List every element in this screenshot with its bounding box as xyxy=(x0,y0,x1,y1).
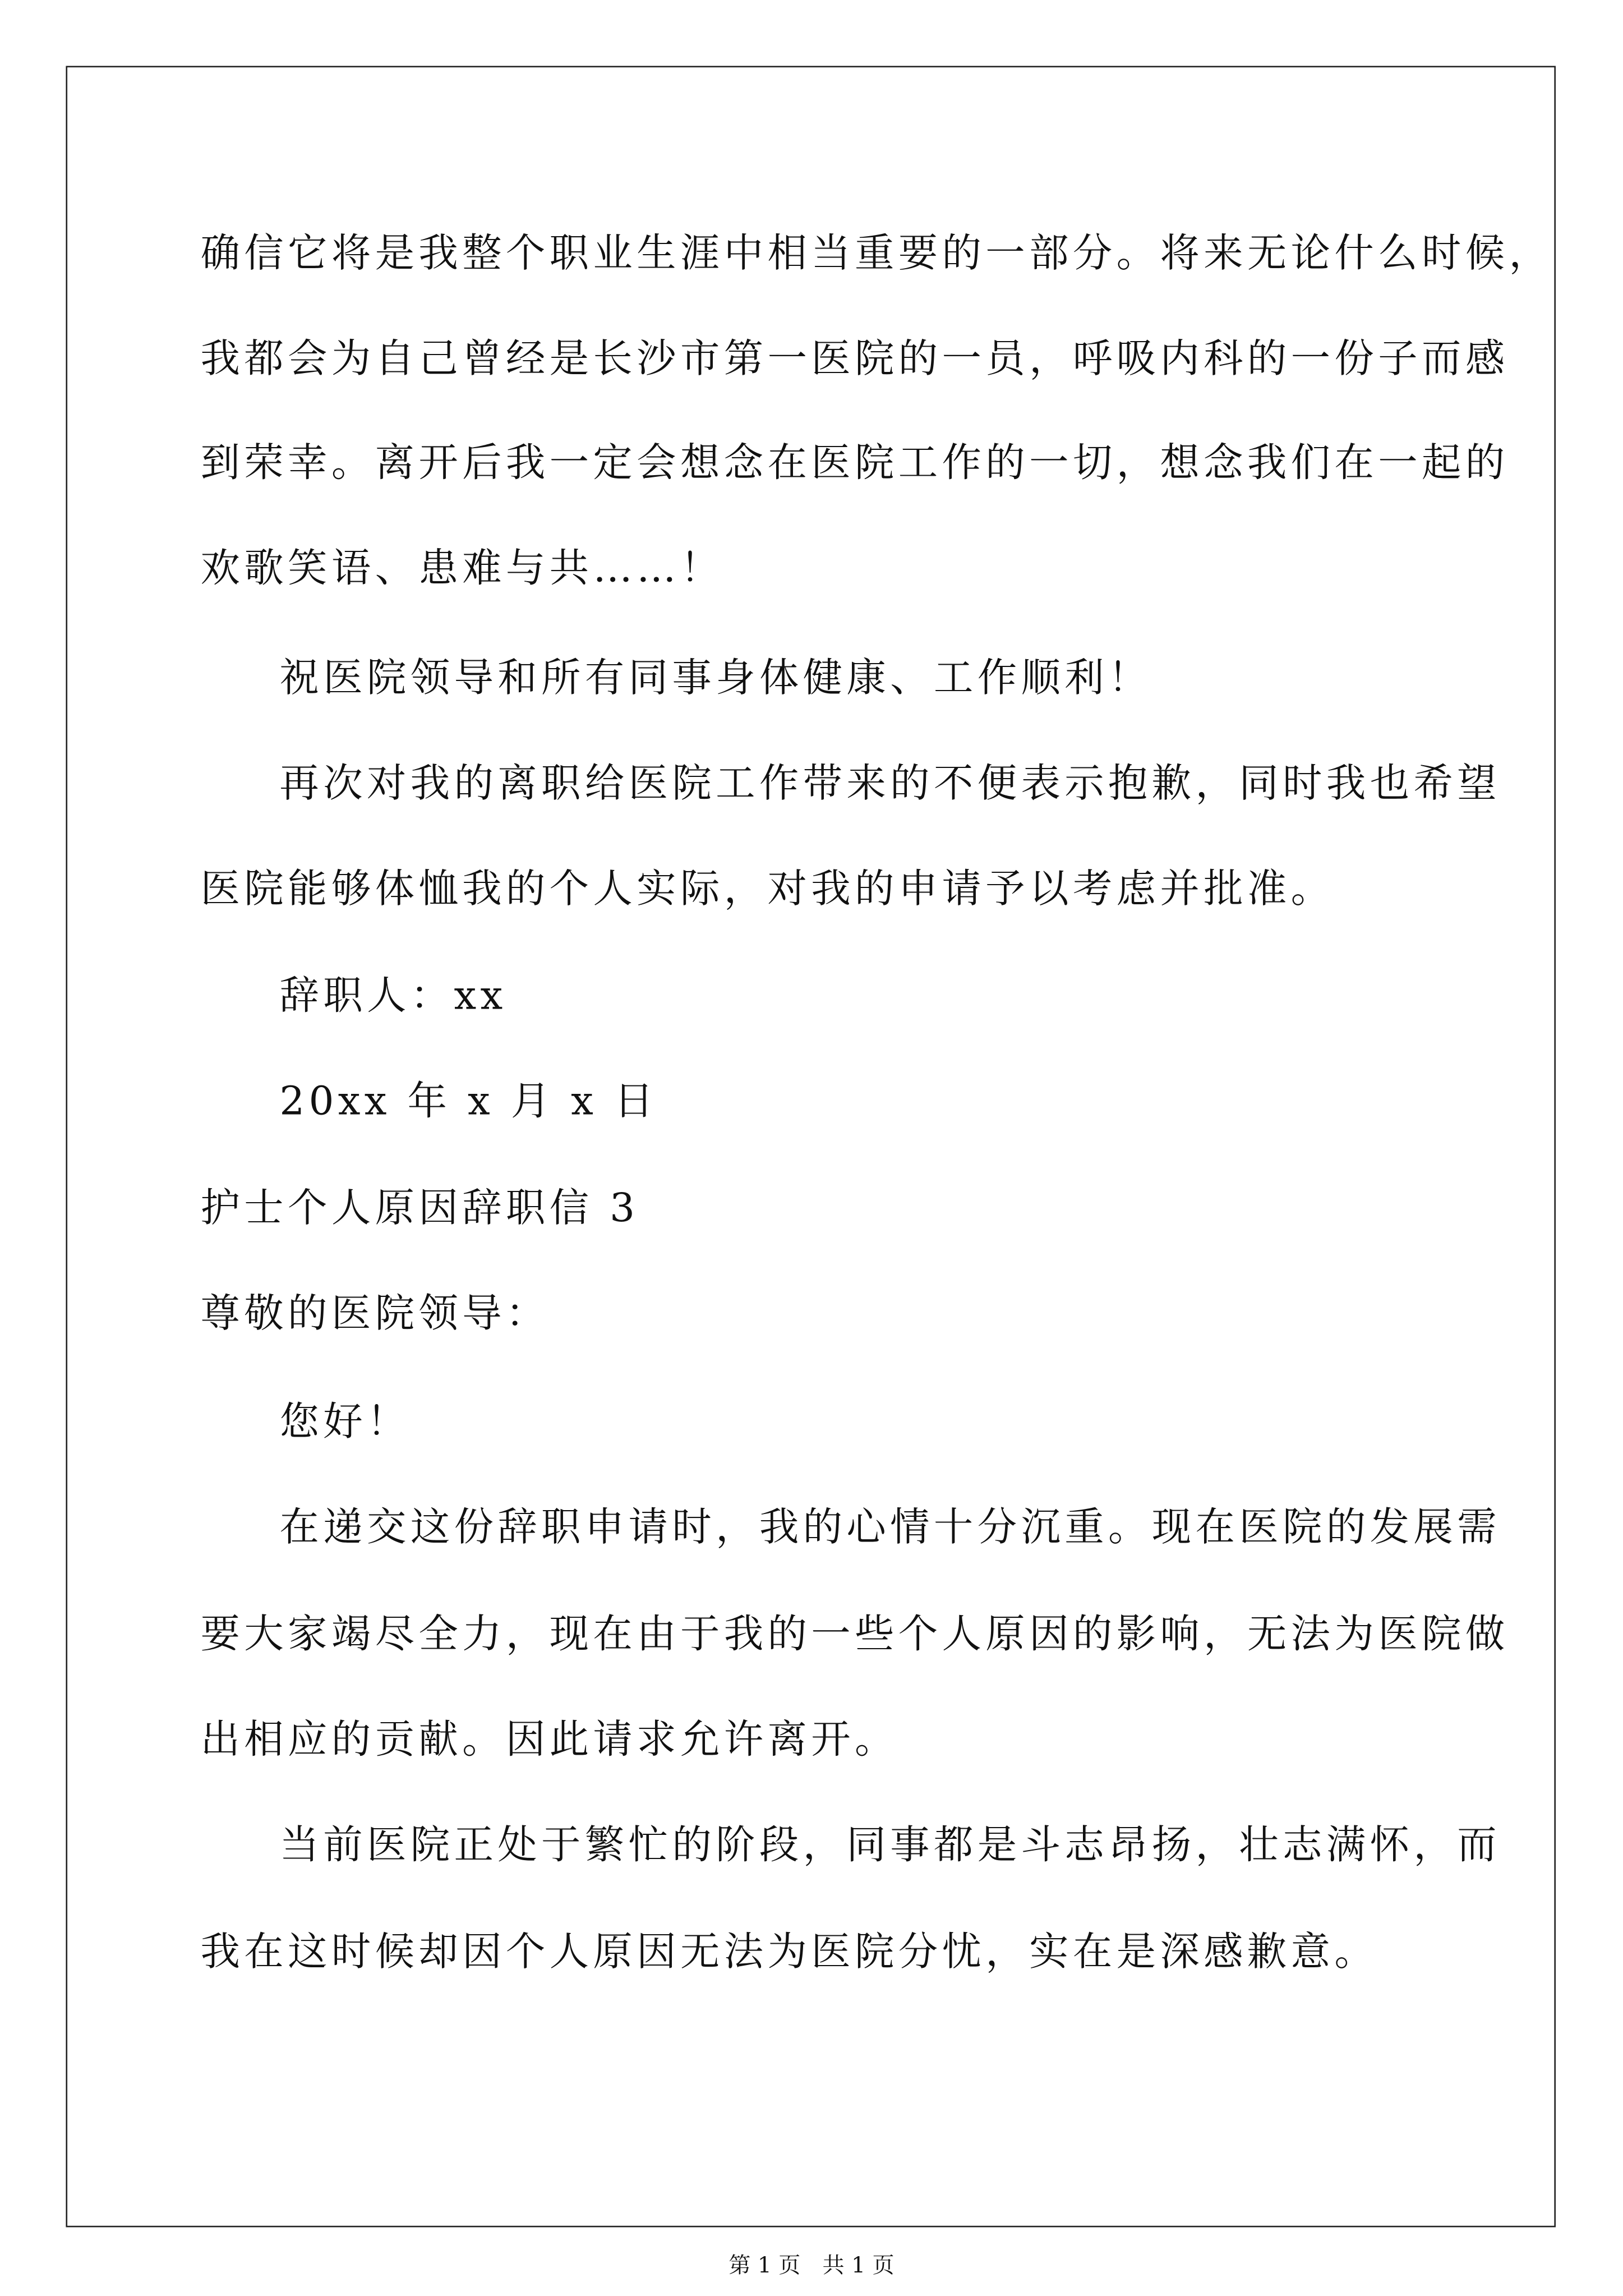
salutation: 尊敬的医院领导： xyxy=(200,1291,550,1337)
text-line: 再次对我的离职给医院工作带来的不便表示抱歉，同时我也希望 xyxy=(279,761,1501,807)
text-line: 要大家竭尽全力，现在由于我的一些个人原因的影响，无法为医院做 xyxy=(200,1612,1509,1658)
text-line: 我都会为自己曾经是长沙市第一医院的一员，呼吸内科的一份子而感 xyxy=(200,337,1509,383)
page-footer xyxy=(0,2252,1623,2279)
text-line: 到荣幸。离开后我一定会想念在医院工作的一切，想念我们在一起的 xyxy=(200,440,1509,486)
text-line: 确信它将是我整个职业生涯中相当重要的一部分。将来无论什么时候， xyxy=(200,231,1553,277)
date-line: 20xx 年 x 月 x 日 xyxy=(279,1079,658,1125)
text-line: 我在这时候却因个人原因无法为医院分忧，实在是深感歉意。 xyxy=(200,1930,1378,1976)
text-line: 祝医院领导和所有同事身体健康、工作顺利！ xyxy=(279,656,1152,702)
text-line: 医院能够体恤我的个人实际，对我的申请予以考虑并批准。 xyxy=(200,867,1335,913)
page-indicator: 第 1 页 共 1 页 xyxy=(728,2252,895,2279)
greeting: 您好！ xyxy=(279,1400,411,1446)
text-line: 在递交这份辞职申请时，我的心情十分沉重。现在医院的发展需 xyxy=(279,1505,1501,1551)
text-line: 当前医院正处于繁忙的阶段，同事都是斗志昂扬，壮志满怀，而 xyxy=(279,1823,1501,1869)
text-line: 出相应的贡献。因此请求允许离开。 xyxy=(200,1717,898,1763)
signature-line: 辞职人：xx xyxy=(279,973,507,1019)
section-title: 护士个人原因辞职信 3 xyxy=(200,1186,639,1232)
text-line: 欢歌笑语、患难与共……！ xyxy=(200,546,724,592)
